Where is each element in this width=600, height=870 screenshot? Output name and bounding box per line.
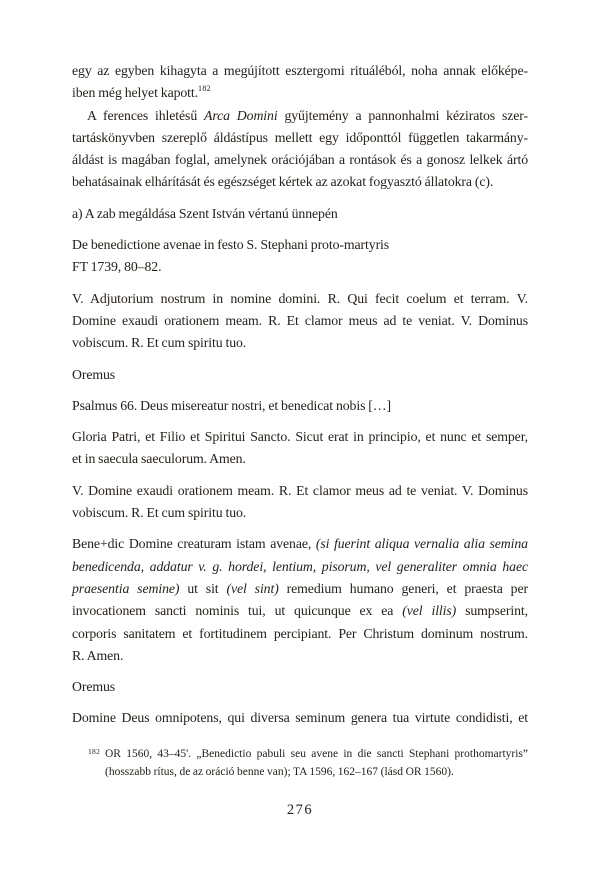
text-line (72, 332, 528, 354)
text-run: Psalmus 66. Deus misereatur nostri, et benedicat nobis […] (72, 397, 391, 413)
text-run: (si fuerint aliqua vernalia alia semina (315, 536, 528, 552)
text-run: sumpserint, (456, 603, 529, 619)
oremus-rubric (72, 676, 528, 698)
text-run: áldást is magában foglal, amelynek orációjában a rontások és a gonosz lelkek ártó (72, 152, 528, 168)
text-run: Oremus (72, 679, 116, 695)
text-run: V. Domine exaudi orationem meam. R. Et clamor meus ad te veniat. V. Dominus (72, 482, 528, 498)
text-line (105, 746, 528, 764)
text-line (72, 203, 528, 225)
text-run: invocationem sancti nominis tui, ut quicunque ex ea (72, 603, 403, 619)
text-run: ut sit (179, 580, 227, 596)
gloria-patri (72, 426, 528, 471)
versicle-response (72, 288, 528, 355)
text-run: OR 1560, 43–45'. „Benedictio pabuli seu avene in die sancti Stephani prothomartyris” (105, 748, 528, 760)
text-line (72, 105, 528, 127)
text-line (72, 707, 528, 729)
footnote-reference: 182 (198, 84, 211, 94)
text-line (72, 480, 528, 502)
text-run: Domine exaudi orationem meam. R. Et clamor meus ad te veniat. V. Dominus (72, 312, 528, 328)
text-line (72, 256, 528, 278)
text-run: a) A zab megáldása Szent István vértanú ünnepén (72, 205, 338, 221)
prayer-incipit (72, 707, 528, 729)
text-run: egy az egyben kihagyta a megújított esztergomi rituáléból, noha annak előképe- (72, 63, 528, 78)
text-line (72, 149, 528, 171)
text-run: (hosszabb rítus, de az oráció benne van); TA 1596, 162–167 (lásd OR 1560). (105, 765, 454, 778)
footnote (88, 746, 528, 781)
text-line (72, 288, 528, 310)
text-line (72, 645, 528, 667)
text-line (72, 310, 528, 332)
text-run: De benedictione avenae in festo S. Stephani proto-martyris (72, 237, 390, 253)
text-run: iben még helyet kapott. (72, 85, 199, 101)
text-run: A ferences ihletésű (87, 107, 204, 123)
text-line (72, 533, 528, 555)
footnote-text (105, 746, 528, 781)
text-line (72, 395, 528, 417)
blessing-prayer (72, 533, 528, 667)
text-run: behatásainak elhárítását és egészséget kértek az azokat fogyasztó állatokra (c). (72, 174, 494, 190)
psalm-incipit (72, 395, 528, 417)
page-body (72, 60, 528, 730)
text-line (105, 764, 528, 782)
text-line (72, 82, 528, 104)
text-run: (vel illis) (402, 603, 457, 619)
text-line (72, 448, 528, 470)
text-run: benedicenda, addatur v. g. hordei, lentium, pisorum, vel generaliter omnia haec (72, 558, 528, 574)
text-line (72, 623, 528, 645)
text-run: (vel sint) (226, 580, 279, 596)
text-line (72, 502, 528, 524)
text-line (72, 676, 528, 698)
text-run: praesentia semine) (72, 580, 180, 596)
text-run: Domine Deus omnipotens, qui diversa seminum genera tua virtute condidisti, et (72, 710, 528, 726)
text-line (72, 60, 528, 82)
text-run: FT 1739, 80–82. (72, 259, 162, 275)
text-line (72, 234, 528, 256)
text-run: corporis sanitatem et fortitudinem percipiant. Per Christum dominum nostrum. (72, 625, 528, 641)
paragraph (72, 105, 528, 194)
text-run: Bene+dic Domine creaturam istam avenae, (72, 536, 316, 552)
text-run: tartáskönyvben szereplő áldástípus mellett egy időponttól független takarmány- (72, 129, 528, 145)
section-heading (72, 203, 528, 225)
text-line (72, 426, 528, 448)
text-line (72, 171, 528, 193)
text-run: gyűjtemény a pannonhalmi kéziratos szer- (277, 107, 528, 123)
text-line (72, 556, 528, 578)
text-run: et in saecula saeculorum. Amen. (72, 451, 246, 467)
text-run: Oremus (72, 366, 116, 382)
text-line (72, 600, 528, 622)
source-citation (72, 234, 528, 279)
text-run: Arca Domini (204, 107, 278, 123)
text-line (72, 578, 528, 600)
oremus-rubric (72, 364, 528, 386)
versicle-response (72, 480, 528, 525)
text-run: Gloria Patri, et Filio et Spiritui Sancto. Sicut erat in principio, et nunc et semper, (72, 429, 528, 445)
text-run: vobiscum. R. Et cum spiritu tuo. (72, 505, 247, 521)
text-line (72, 127, 528, 149)
footnote-marker: 182 (88, 747, 101, 756)
text-run: V. Adjutorium nostrum in nomine domini. R. Qui fecit coelum et terram. V. (72, 290, 528, 306)
text-line (72, 364, 528, 386)
page-number: 276 (286, 802, 314, 818)
text-run: R. Amen. (72, 647, 124, 663)
paragraph (72, 60, 528, 105)
text-run: remedium humano generi, et praesta per (278, 580, 528, 596)
text-run: vobiscum. R. Et cum spiritu tuo. (72, 335, 247, 351)
